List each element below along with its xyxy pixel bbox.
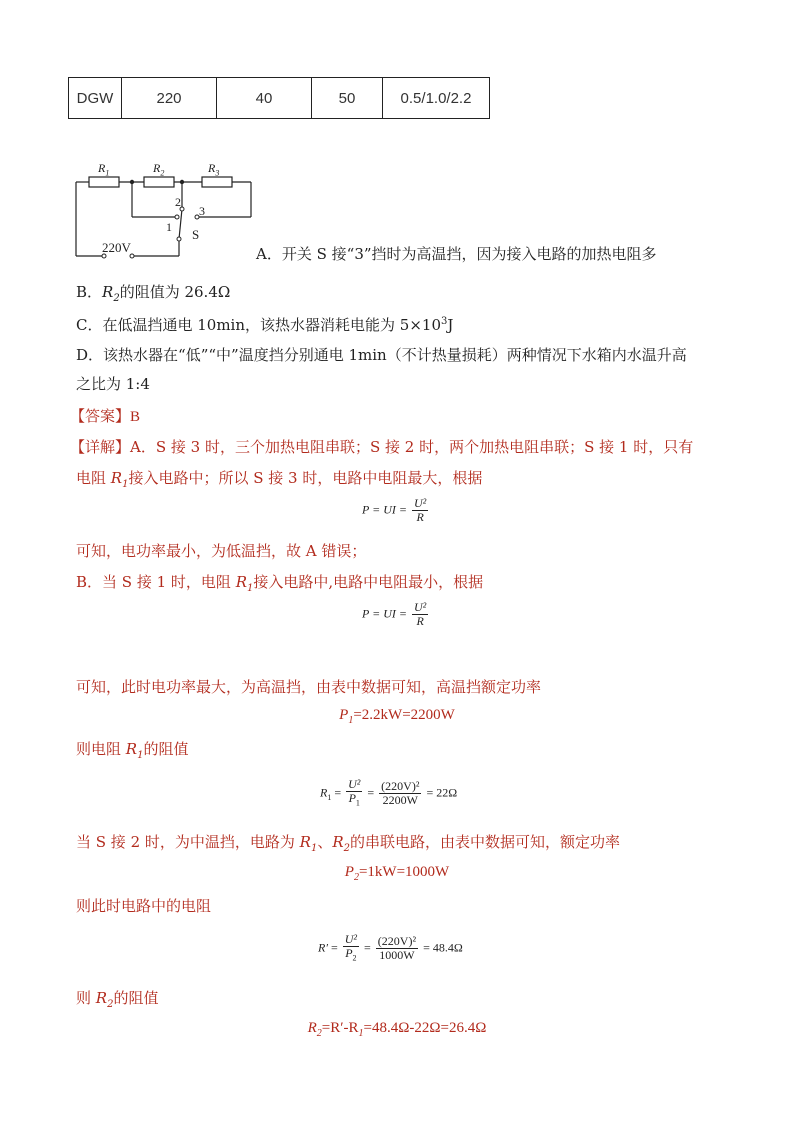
detail-line-6: 则电阻 $R_1$的阻值 bbox=[76, 740, 189, 761]
option-c: C．在低温挡通电 10min，该热水器消耗电能为 $5\times 10^3J$ bbox=[76, 316, 454, 334]
detail-line-8: 则此时电路中的电阻 bbox=[76, 897, 212, 915]
detail-line-2: 电阻 $R_1$接入电路中；所以 S 接 3 时，电路中电阻最大，根据 bbox=[76, 469, 483, 490]
switch-label: S bbox=[192, 227, 200, 242]
formula-r1: $R_1$ = $\frac{\text{U²}}{P_1}$ = $\frac{\text{(220V)²}}{2200W}$ = 22Ω bbox=[320, 777, 458, 808]
detail-line-1: 【详解】A．S 接 3 时，三个加热电阻串联；S 接 2 时，两个加热电阻串联；S 接 1 时，只有 bbox=[70, 438, 694, 456]
detail-line-3: 可知，电功率最小，为低温挡，故 A 错误； bbox=[76, 542, 367, 560]
table-cell-power: 0.5/1.0/2.2 bbox=[383, 78, 490, 119]
detail-line-7: 当 S 接 2 时，为中温挡，电路为 $R_1$、$R_2$的串联电路，由表中数据可知，额定功率 bbox=[76, 833, 621, 854]
table-row bbox=[69, 78, 490, 119]
detail-line-5: 可知，此时电功率最大，为高温挡，由表中数据可知，高温挡额定功率 bbox=[76, 678, 542, 696]
formula-r2-final: $R_2=R'-R_1=48.4\Omega-22\Omega=26.4\Omega$ bbox=[307, 1020, 487, 1039]
table-cell-frequency: 50 bbox=[312, 78, 383, 119]
label-r3: $R_3$ bbox=[208, 161, 220, 178]
terminal-2-label: 2 bbox=[175, 195, 181, 209]
terminal-1-label: 1 bbox=[166, 220, 172, 234]
label-r2: $R_2$ bbox=[153, 161, 165, 178]
table-cell-voltage: 220 bbox=[122, 78, 217, 119]
table-cell-model: DGW bbox=[69, 78, 122, 119]
label-r1: $R_1$ bbox=[98, 161, 110, 178]
answer: 【答案】B bbox=[70, 407, 141, 425]
option-d-line1: D．该热水器在“低”“中”温度挡分别通电 1min（不计热量损耗）两种情况下水箱内水温升高 bbox=[76, 346, 687, 364]
formula-power-1: P = UI = $\frac{\text{U²}}{R}$ bbox=[362, 496, 427, 524]
table-cell-capacity: 40 bbox=[217, 78, 312, 119]
formula-power-2: P = UI = $\frac{\text{U²}}{R}$ bbox=[362, 600, 427, 628]
terminal-3-label: 3 bbox=[199, 204, 205, 218]
detail-line-9: 则 $R_2$的阻值 bbox=[76, 989, 159, 1010]
formula-p2: $P_2=1kW=1000W$ bbox=[344, 864, 450, 883]
formula-r-prime: R′ = $\frac{\text{U²}}{P_2}$ = $\frac{\text{(220V)²}}{1000W}$ = 48.4Ω bbox=[318, 932, 463, 963]
formula-p1: $P_1=2.2kW=2200W$ bbox=[339, 707, 455, 726]
voltage-label: 220V bbox=[102, 240, 131, 255]
detail-line-4: B．当 S 接 1 时，电阻 $R_1$接入电路中,电路中电阻最小，根据 bbox=[76, 573, 484, 594]
spec-table bbox=[68, 77, 490, 119]
option-d-line2: 之比为 1:4 bbox=[76, 375, 150, 393]
option-a: A．开关 S 接“3”挡时为高温挡，因为接入电路的加热电阻多 bbox=[256, 245, 657, 263]
option-b: B．$R_2$的阻值为 26.4Ω bbox=[76, 283, 231, 304]
